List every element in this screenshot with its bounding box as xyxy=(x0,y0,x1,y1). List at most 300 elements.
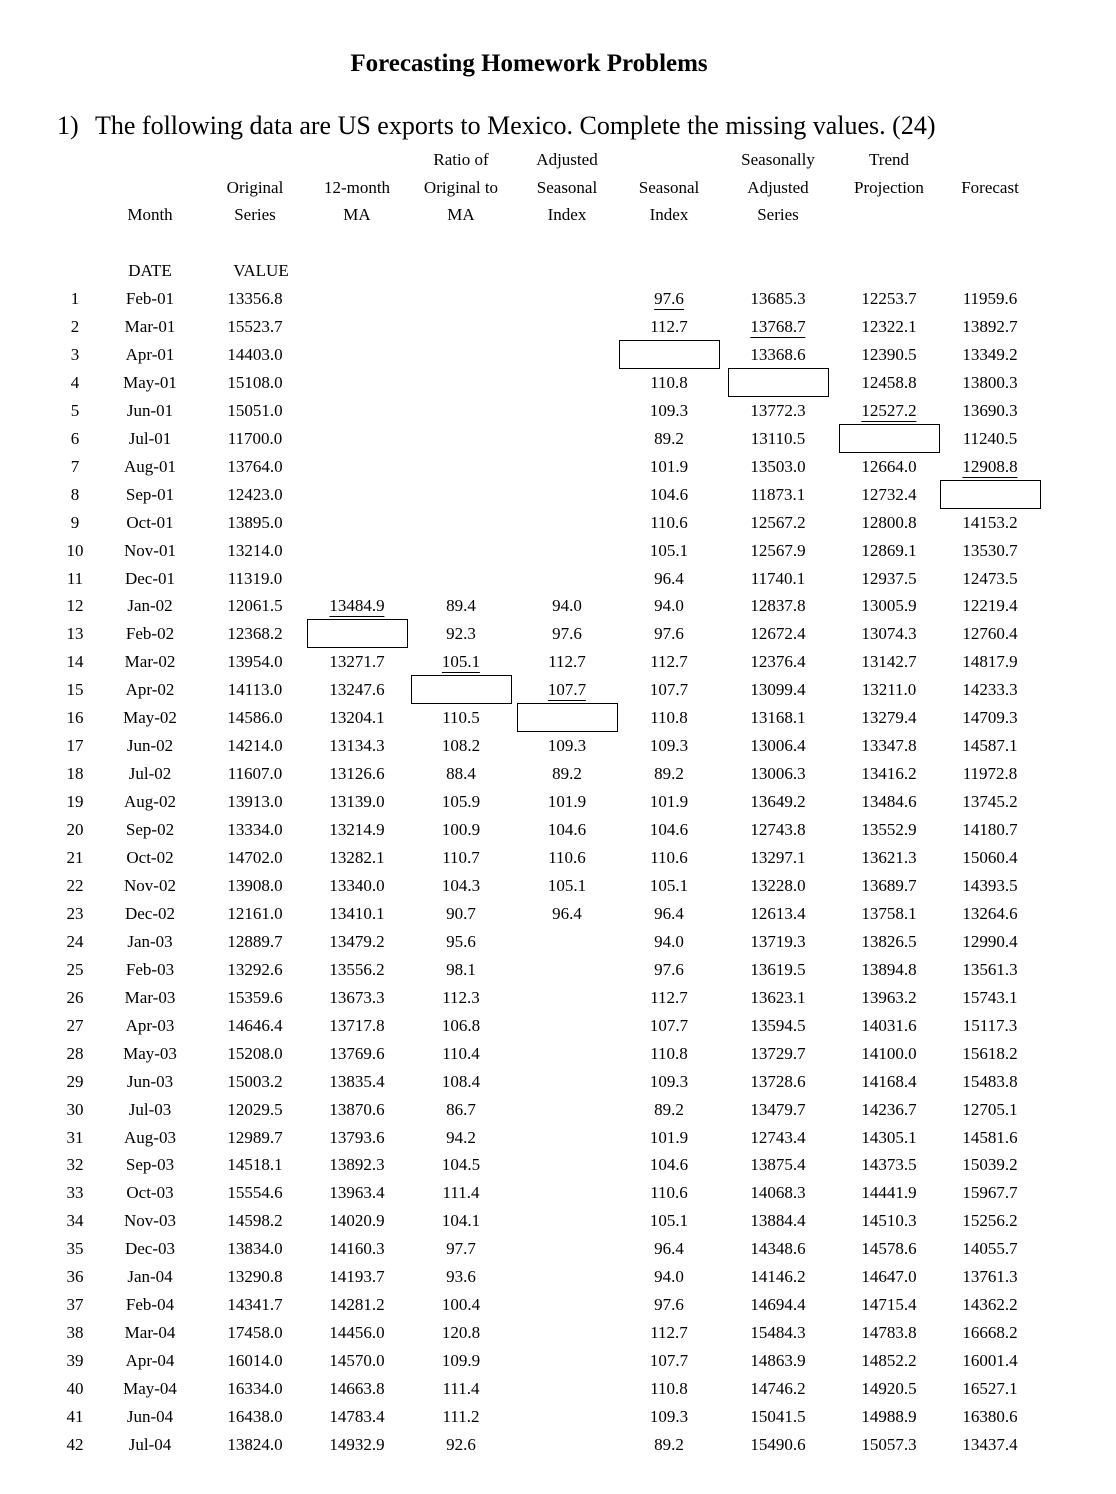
row-number: 38 xyxy=(66,1323,84,1343)
cell-trend: 14305.1 xyxy=(861,1127,917,1147)
cell-si: 104.6 xyxy=(649,820,689,840)
row-number: 8 xyxy=(70,484,80,504)
column-header-adj xyxy=(536,146,597,229)
cell-orig: 11319.0 xyxy=(227,568,283,588)
column-header-line: MA xyxy=(343,205,371,224)
cell-si: 110.8 xyxy=(650,372,688,392)
cell-ma: 13271.7 xyxy=(329,652,385,672)
row-number: 26 xyxy=(66,987,84,1007)
cell-sas: 13006.4 xyxy=(750,736,806,756)
cell-month: Jun-01 xyxy=(126,400,174,420)
cell-si: 97.6 xyxy=(654,289,684,308)
cell-fc: 14153.2 xyxy=(962,512,1018,532)
cell-orig: 13954.0 xyxy=(227,652,283,672)
column-header-ratio xyxy=(424,146,498,229)
cell-sas: 13685.3 xyxy=(750,289,806,308)
cell-sas: 12837.8 xyxy=(750,596,806,616)
cell-month: Aug-01 xyxy=(124,456,176,476)
cell-ma: 14456.0 xyxy=(329,1323,385,1343)
cell-si: 112.7 xyxy=(650,316,688,336)
cell-sas: 13297.1 xyxy=(750,848,806,867)
cell-ratio: 88.4 xyxy=(446,764,476,784)
column-header-line: Ratio of xyxy=(433,150,489,169)
column-header-line xyxy=(127,146,172,174)
row-number: 1 xyxy=(70,289,80,308)
cell-ma: 13410.1 xyxy=(329,903,385,923)
row-number: 5 xyxy=(70,400,80,420)
column-header-line: Adjusted xyxy=(536,150,598,169)
cell-fc: 12760.4 xyxy=(962,624,1018,644)
cell-sas: 12613.4 xyxy=(750,903,806,923)
cell-si: 94.0 xyxy=(654,596,684,616)
cell-orig: 11700.0 xyxy=(227,428,283,448)
row-number: 24 xyxy=(66,931,84,951)
cell-sas: 13110.5 xyxy=(750,428,806,448)
row-number: 41 xyxy=(66,1407,84,1426)
cell-ratio: 109.9 xyxy=(441,1351,481,1371)
cell-ratio: 104.1 xyxy=(441,1211,481,1231)
cell-ma: 13963.4 xyxy=(329,1183,385,1203)
cell-ma: 13214.9 xyxy=(329,820,385,840)
cell-orig: 13908.0 xyxy=(227,875,283,895)
cell-ratio: 110.4 xyxy=(442,1043,480,1063)
cell-fc: 14233.3 xyxy=(962,680,1018,700)
subheader-value: VALUE xyxy=(233,261,289,280)
cell-sas: 14863.9 xyxy=(750,1351,806,1371)
cell-ratio: 90.7 xyxy=(446,903,476,923)
cell-month: Apr-04 xyxy=(125,1351,175,1371)
cell-fc: 14581.6 xyxy=(962,1127,1018,1147)
row-number: 2 xyxy=(70,316,80,336)
cell-trend: 14715.4 xyxy=(861,1295,917,1315)
cell-ma: 13793.6 xyxy=(329,1127,385,1147)
cell-month: Mar-04 xyxy=(124,1323,176,1343)
cell-trend: 14510.3 xyxy=(861,1211,917,1231)
cell-fc: 13892.7 xyxy=(962,316,1018,336)
cell-ratio: 86.7 xyxy=(446,1099,476,1119)
answer-box-fc[interactable] xyxy=(940,480,1041,509)
cell-ma: 14570.0 xyxy=(329,1351,385,1371)
cell-sas: 13479.7 xyxy=(750,1099,806,1119)
cell-fc: 11972.8 xyxy=(962,764,1018,784)
cell-orig: 16334.0 xyxy=(227,1379,283,1399)
cell-sas: 13368.6 xyxy=(750,344,806,364)
cell-fc: 14055.7 xyxy=(962,1239,1018,1259)
cell-fc: 12990.4 xyxy=(962,931,1018,951)
cell-sas: 13729.7 xyxy=(750,1043,806,1063)
cell-orig: 12061.5 xyxy=(227,596,283,616)
cell-orig: 13895.0 xyxy=(227,512,283,532)
cell-sas: 11873.1 xyxy=(750,484,806,504)
cell-trend: 13552.9 xyxy=(861,820,917,840)
cell-month: Dec-03 xyxy=(124,1239,176,1259)
cell-month: Nov-02 xyxy=(124,875,176,895)
cell-trend: 13621.3 xyxy=(861,848,917,867)
column-header-line: Series xyxy=(234,205,276,224)
cell-si: 112.7 xyxy=(650,987,688,1007)
cell-orig: 13834.0 xyxy=(227,1239,283,1259)
column-header-line xyxy=(127,174,172,202)
cell-month: Apr-03 xyxy=(125,1015,175,1035)
cell-sas: 12743.8 xyxy=(750,820,806,840)
column-header-line xyxy=(227,146,284,174)
cell-fc: 13800.3 xyxy=(962,372,1018,392)
cell-trend: 12458.8 xyxy=(861,372,917,392)
cell-orig: 14518.1 xyxy=(227,1155,283,1175)
row-number: 23 xyxy=(66,903,84,923)
cell-ratio: 89.4 xyxy=(446,596,476,616)
cell-fc: 15060.4 xyxy=(962,848,1018,867)
cell-sas: 15490.6 xyxy=(750,1434,806,1454)
cell-trend: 12800.8 xyxy=(861,512,917,532)
cell-orig: 15003.2 xyxy=(227,1071,283,1091)
cell-sas: 13875.4 xyxy=(750,1155,806,1175)
cell-month: Aug-03 xyxy=(124,1127,176,1147)
cell-si: 112.7 xyxy=(650,652,688,672)
row-number: 29 xyxy=(66,1071,84,1091)
column-header-line: Index xyxy=(547,205,587,224)
cell-month: Sep-03 xyxy=(125,1155,175,1175)
cell-fc: 13690.3 xyxy=(962,400,1018,420)
answer-box-trend[interactable] xyxy=(839,424,940,453)
column-header-sas xyxy=(741,146,815,229)
cell-ma: 13282.1 xyxy=(329,848,385,867)
cell-sas: 13228.0 xyxy=(750,875,806,895)
cell-trend: 12390.5 xyxy=(861,344,917,364)
cell-month: Sep-02 xyxy=(125,820,175,840)
cell-month: Jul-04 xyxy=(128,1434,172,1454)
column-header-month xyxy=(127,146,172,229)
cell-ma: 14932.9 xyxy=(329,1434,385,1454)
row-number: 31 xyxy=(66,1127,84,1147)
cell-si: 94.0 xyxy=(654,1267,684,1287)
row-number: 12 xyxy=(66,596,84,616)
cell-orig: 14113.0 xyxy=(227,680,283,700)
column-header-line: Trend xyxy=(868,150,909,169)
row-number: 13 xyxy=(66,624,84,644)
row-number: 16 xyxy=(66,708,84,728)
cell-fc: 15483.8 xyxy=(962,1071,1018,1091)
cell-ma: 14193.7 xyxy=(329,1267,385,1287)
cell-fc: 11959.6 xyxy=(962,289,1018,308)
cell-month: May-04 xyxy=(123,1379,177,1399)
cell-si: 110.8 xyxy=(650,1043,688,1063)
cell-si: 104.6 xyxy=(649,1155,689,1175)
cell-adj: 110.6 xyxy=(548,848,586,867)
cell-ma: 13479.2 xyxy=(329,931,385,951)
cell-ma: 13892.3 xyxy=(329,1155,385,1175)
cell-si: 107.7 xyxy=(649,1015,689,1035)
cell-adj: 96.4 xyxy=(552,903,582,923)
cell-orig: 14214.0 xyxy=(227,736,283,756)
cell-sas: 13719.3 xyxy=(750,931,806,951)
cell-month: Oct-03 xyxy=(126,1183,174,1203)
cell-orig: 11607.0 xyxy=(227,764,283,784)
cell-adj: 112.7 xyxy=(548,652,586,672)
row-number: 40 xyxy=(66,1379,84,1399)
cell-ma: 13340.0 xyxy=(329,875,385,895)
cell-orig: 12989.7 xyxy=(227,1127,283,1147)
cell-sas: 13619.5 xyxy=(750,959,806,979)
cell-month: Nov-03 xyxy=(124,1211,176,1231)
cell-si: 107.7 xyxy=(649,680,689,700)
cell-month: Oct-01 xyxy=(126,512,174,532)
cell-ma: 13673.3 xyxy=(329,987,385,1007)
cell-fc: 12473.5 xyxy=(962,568,1018,588)
cell-trend: 14783.8 xyxy=(861,1323,917,1343)
cell-si: 101.9 xyxy=(649,1127,689,1147)
row-number: 27 xyxy=(66,1015,84,1035)
cell-ma: 13484.9 xyxy=(329,596,385,616)
cell-trend: 12322.1 xyxy=(861,316,917,336)
column-header-line: Index xyxy=(649,205,689,224)
column-header-line xyxy=(961,201,1019,229)
column-header-line xyxy=(639,146,699,174)
cell-trend: 15057.3 xyxy=(861,1434,917,1454)
cell-si: 89.2 xyxy=(654,764,684,784)
cell-ratio: 95.6 xyxy=(446,931,476,951)
cell-fc: 15117.3 xyxy=(962,1015,1018,1035)
cell-month: Jul-01 xyxy=(128,428,172,448)
cell-fc: 14709.3 xyxy=(962,708,1018,728)
cell-trend: 13279.4 xyxy=(861,708,917,728)
cell-sas: 13594.5 xyxy=(750,1015,806,1035)
cell-ma: 13556.2 xyxy=(329,959,385,979)
cell-month: May-03 xyxy=(123,1043,177,1063)
cell-si: 96.4 xyxy=(654,1239,684,1259)
cell-fc: 14587.1 xyxy=(962,736,1018,756)
cell-fc: 16527.1 xyxy=(962,1379,1018,1399)
row-number: 19 xyxy=(66,792,84,812)
row-number: 32 xyxy=(66,1155,84,1175)
cell-si: 96.4 xyxy=(654,903,684,923)
answer-box-si[interactable] xyxy=(619,340,720,369)
cell-adj: 97.6 xyxy=(552,624,582,644)
cell-month: Jan-02 xyxy=(127,596,173,616)
cell-adj: 107.7 xyxy=(547,680,587,700)
cell-fc: 16668.2 xyxy=(962,1323,1018,1343)
cell-sas: 13884.4 xyxy=(750,1211,806,1231)
cell-month: Aug-02 xyxy=(124,792,176,812)
cell-trend: 13416.2 xyxy=(861,764,917,784)
cell-trend: 14647.0 xyxy=(861,1267,917,1287)
cell-orig: 13913.0 xyxy=(227,792,283,812)
cell-month: Jan-03 xyxy=(127,931,173,951)
cell-ma: 13769.6 xyxy=(329,1043,385,1063)
column-header-line: MA xyxy=(447,205,475,224)
cell-sas: 13503.0 xyxy=(750,456,806,476)
cell-si: 105.1 xyxy=(649,540,689,560)
cell-month: May-02 xyxy=(123,708,177,728)
cell-trend: 13142.7 xyxy=(861,652,917,672)
cell-si: 97.6 xyxy=(654,959,684,979)
cell-si: 109.3 xyxy=(649,1407,689,1426)
cell-month: Feb-02 xyxy=(125,624,175,644)
cell-ratio: 106.8 xyxy=(441,1015,481,1035)
cell-fc: 16001.4 xyxy=(962,1351,1018,1371)
row-number: 18 xyxy=(66,764,84,784)
cell-orig: 13214.0 xyxy=(227,540,283,560)
cell-si: 110.6 xyxy=(650,848,688,867)
cell-orig: 14586.0 xyxy=(227,708,283,728)
cell-trend: 12664.0 xyxy=(861,456,917,476)
column-header-trend xyxy=(854,146,924,229)
cell-adj: 104.6 xyxy=(547,820,587,840)
cell-trend: 12253.7 xyxy=(861,289,917,308)
cell-sas: 12376.4 xyxy=(750,652,806,672)
cell-sas: 13772.3 xyxy=(750,400,806,420)
cell-ratio: 112.3 xyxy=(442,987,480,1007)
cell-si: 101.9 xyxy=(649,792,689,812)
cell-trend: 12869.1 xyxy=(861,540,917,560)
cell-sas: 12672.4 xyxy=(750,624,806,644)
cell-ratio: 105.9 xyxy=(441,792,481,812)
cell-fc: 14817.9 xyxy=(962,652,1018,672)
answer-box-ratio[interactable] xyxy=(411,675,512,704)
cell-fc: 15256.2 xyxy=(962,1211,1018,1231)
cell-ratio: 93.6 xyxy=(446,1267,476,1287)
row-number: 10 xyxy=(66,540,84,560)
cell-ratio: 105.1 xyxy=(441,652,481,672)
cell-sas: 14746.2 xyxy=(750,1379,806,1399)
column-header-fc xyxy=(961,146,1019,229)
cell-si: 94.0 xyxy=(654,931,684,951)
cell-trend: 13484.6 xyxy=(861,792,917,812)
cell-orig: 13824.0 xyxy=(227,1434,283,1454)
cell-orig: 12423.0 xyxy=(227,484,283,504)
column-header-line: Adjusted xyxy=(747,177,809,197)
cell-ratio: 108.2 xyxy=(441,736,481,756)
cell-ma: 13247.6 xyxy=(329,680,385,700)
cell-fc: 11240.5 xyxy=(962,428,1018,448)
cell-trend: 13963.2 xyxy=(861,987,917,1007)
cell-ratio: 110.5 xyxy=(442,708,480,728)
column-header-line xyxy=(324,146,390,174)
cell-si: 110.6 xyxy=(650,512,688,532)
cell-fc: 15618.2 xyxy=(962,1043,1018,1063)
row-number: 21 xyxy=(66,848,84,867)
cell-fc: 13761.3 xyxy=(962,1267,1018,1287)
cell-ma: 14783.4 xyxy=(329,1407,385,1426)
column-header-line: Projection xyxy=(854,177,924,197)
cell-month: Jan-04 xyxy=(127,1267,173,1287)
cell-trend: 13347.8 xyxy=(861,736,917,756)
cell-trend: 14852.2 xyxy=(861,1351,917,1371)
cell-orig: 14341.7 xyxy=(227,1295,283,1315)
cell-ratio: 104.5 xyxy=(441,1155,481,1175)
row-number: 22 xyxy=(66,875,84,895)
cell-adj: 94.0 xyxy=(552,596,582,616)
answer-box-adj[interactable] xyxy=(517,703,618,732)
cell-adj: 101.9 xyxy=(547,792,587,812)
cell-trend: 12732.4 xyxy=(861,484,917,504)
cell-orig: 14646.4 xyxy=(227,1015,283,1035)
cell-month: Dec-02 xyxy=(124,903,176,923)
cell-orig: 15051.0 xyxy=(227,400,283,420)
cell-month: Mar-02 xyxy=(124,652,176,672)
cell-trend: 14031.6 xyxy=(861,1015,917,1035)
cell-trend: 14100.0 xyxy=(861,1043,917,1063)
cell-sas: 15484.3 xyxy=(750,1323,806,1343)
row-number: 7 xyxy=(70,456,80,476)
cell-ma: 13204.1 xyxy=(329,708,385,728)
cell-si: 97.6 xyxy=(654,1295,684,1315)
cell-month: Apr-01 xyxy=(125,344,175,364)
row-number: 35 xyxy=(66,1239,84,1259)
cell-si: 89.2 xyxy=(654,1434,684,1454)
cell-sas: 12567.2 xyxy=(750,512,806,532)
row-number: 42 xyxy=(66,1434,84,1454)
answer-box-sas[interactable] xyxy=(728,368,829,397)
column-header-line: Seasonal xyxy=(638,177,700,197)
cell-ma: 13139.0 xyxy=(329,792,385,812)
cell-trend: 13689.7 xyxy=(861,875,917,895)
cell-orig: 12161.0 xyxy=(227,903,283,923)
cell-month: Apr-02 xyxy=(125,680,175,700)
cell-fc: 13745.2 xyxy=(962,792,1018,812)
row-number: 20 xyxy=(66,820,84,840)
cell-orig: 15359.6 xyxy=(227,987,283,1007)
answer-box-ma[interactable] xyxy=(307,619,408,648)
cell-si: 110.6 xyxy=(650,1183,688,1203)
cell-si: 112.7 xyxy=(650,1323,688,1343)
cell-si: 109.3 xyxy=(649,736,689,756)
column-header-orig xyxy=(227,146,284,229)
cell-month: Sep-01 xyxy=(125,484,175,504)
row-number: 11 xyxy=(66,568,84,588)
cell-sas: 13099.4 xyxy=(750,680,806,700)
cell-fc: 14180.7 xyxy=(962,820,1018,840)
cell-si: 110.8 xyxy=(650,1379,688,1399)
cell-ratio: 120.8 xyxy=(441,1323,481,1343)
cell-ma: 13870.6 xyxy=(329,1099,385,1119)
cell-orig: 12029.5 xyxy=(227,1099,283,1119)
column-header-line: Seasonal xyxy=(536,177,598,197)
cell-trend: 13894.8 xyxy=(861,959,917,979)
column-header-line: Seasonally xyxy=(741,150,815,169)
cell-ratio: 98.1 xyxy=(446,959,476,979)
cell-orig: 12889.7 xyxy=(227,931,283,951)
row-number: 3 xyxy=(70,344,80,364)
cell-adj: 109.3 xyxy=(547,736,587,756)
cell-si: 109.3 xyxy=(649,400,689,420)
cell-month: Jun-02 xyxy=(126,736,174,756)
cell-orig: 13290.8 xyxy=(227,1267,283,1287)
cell-si: 104.6 xyxy=(649,484,689,504)
cell-si: 97.6 xyxy=(654,624,684,644)
row-number: 6 xyxy=(70,428,80,448)
cell-orig: 14702.0 xyxy=(227,848,283,867)
cell-ratio: 100.4 xyxy=(441,1295,481,1315)
column-header-line xyxy=(961,146,1019,174)
cell-adj: 89.2 xyxy=(552,764,582,784)
cell-orig: 15208.0 xyxy=(227,1043,283,1063)
problem-number: 1) xyxy=(57,111,79,140)
cell-trend: 13005.9 xyxy=(861,596,917,616)
problem-statement xyxy=(57,111,936,141)
cell-month: Dec-01 xyxy=(124,568,176,588)
cell-si: 109.3 xyxy=(649,1071,689,1091)
cell-fc: 15743.1 xyxy=(962,987,1018,1007)
cell-ratio: 92.6 xyxy=(446,1434,476,1454)
cell-orig: 13764.0 xyxy=(227,456,283,476)
subheader-date: DATE xyxy=(128,261,172,280)
cell-sas: 12743.4 xyxy=(750,1127,806,1147)
cell-month: Oct-02 xyxy=(126,848,174,867)
cell-fc: 15039.2 xyxy=(962,1155,1018,1175)
cell-month: Nov-01 xyxy=(124,540,176,560)
cell-sas: 14694.4 xyxy=(750,1295,806,1315)
